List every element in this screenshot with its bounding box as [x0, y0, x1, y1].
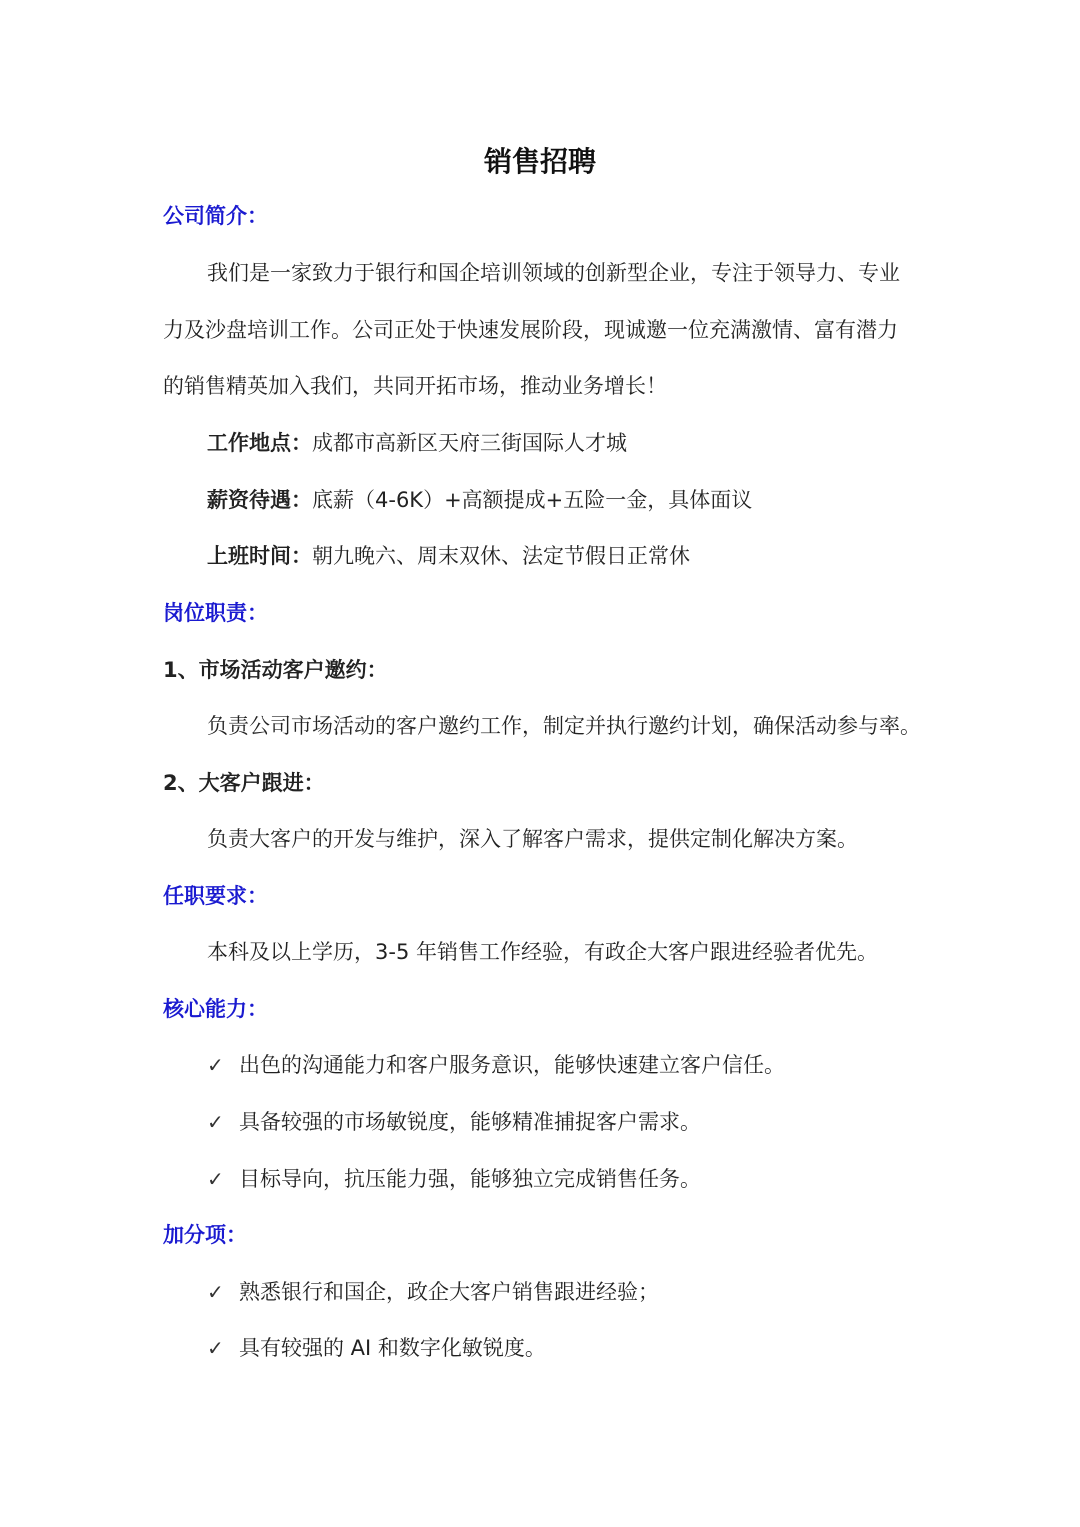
core-ability-text: 具备较强的市场敏锐度，能够精准捕捉客户需求。 [239, 1110, 701, 1134]
core-ability-text: 出色的沟通能力和客户服务意识，能够快速建立客户信任。 [239, 1053, 785, 1077]
core-ability-text: 目标导向，抗压能力强，能够独立完成销售任务。 [239, 1167, 701, 1191]
check-icon: ✓ [207, 1280, 224, 1304]
detail-work-location [207, 425, 987, 461]
requirements-text: 本科及以上学历，3-5 年销售工作经验，有政企大客户跟进经验者优先。 [207, 940, 878, 964]
check-icon: ✓ [207, 1110, 224, 1134]
core-abilities-heading: 核心能力： [163, 997, 268, 1021]
detail-value: 底薪（4-6K）+高额提成+五险一金，具体面议 [312, 488, 753, 512]
core-ability-item [207, 1104, 701, 1140]
detail-label: 薪资待遇： [207, 488, 312, 512]
duty-title-1: 1、市场活动客户邀约： [163, 658, 388, 682]
company-intro-line-2: 力及沙盘培训工作。公司正处于快速发展阶段，现诚邀一位充满激情、富有潜力 [163, 318, 898, 342]
bonus-text: 熟悉银行和国企，政企大客户销售跟进经验； [239, 1280, 659, 1304]
duties-heading: 岗位职责： [163, 601, 268, 625]
duty-title-2: 2、大客户跟进： [163, 771, 325, 795]
duty-desc-1: 负责公司市场活动的客户邀约工作，制定并执行邀约计划，确保活动参与率。 [207, 714, 921, 738]
detail-label: 工作地点： [207, 431, 312, 455]
check-icon: ✓ [207, 1336, 224, 1360]
company-intro-line-3: 的销售精英加入我们，共同开拓市场，推动业务增长！ [163, 374, 667, 398]
requirements-heading: 任职要求： [163, 884, 268, 908]
detail-value: 成都市高新区天府三街国际人才城 [312, 431, 627, 455]
detail-label: 上班时间： [207, 544, 312, 568]
bonus-item [207, 1274, 659, 1310]
core-ability-item [207, 1161, 701, 1197]
company-intro-heading: 公司简介： [163, 204, 268, 228]
detail-work-hours [207, 538, 987, 574]
bonus-heading: 加分项： [163, 1223, 247, 1247]
detail-value: 朝九晚六、周末双休、法定节假日正常休 [312, 544, 690, 568]
core-ability-item [207, 1047, 785, 1083]
check-icon: ✓ [207, 1053, 224, 1077]
page-title: 销售招聘 [483, 145, 596, 178]
detail-salary [207, 482, 987, 518]
check-icon: ✓ [207, 1167, 224, 1191]
company-intro-line-1: 我们是一家致力于银行和国企培训领域的创新型企业，专注于领导力、专业 [207, 261, 900, 285]
bonus-item [207, 1330, 546, 1366]
bonus-text: 具有较强的 AI 和数字化敏锐度。 [239, 1336, 546, 1360]
duty-desc-2: 负责大客户的开发与维护，深入了解客户需求，提供定制化解决方案。 [207, 827, 858, 851]
